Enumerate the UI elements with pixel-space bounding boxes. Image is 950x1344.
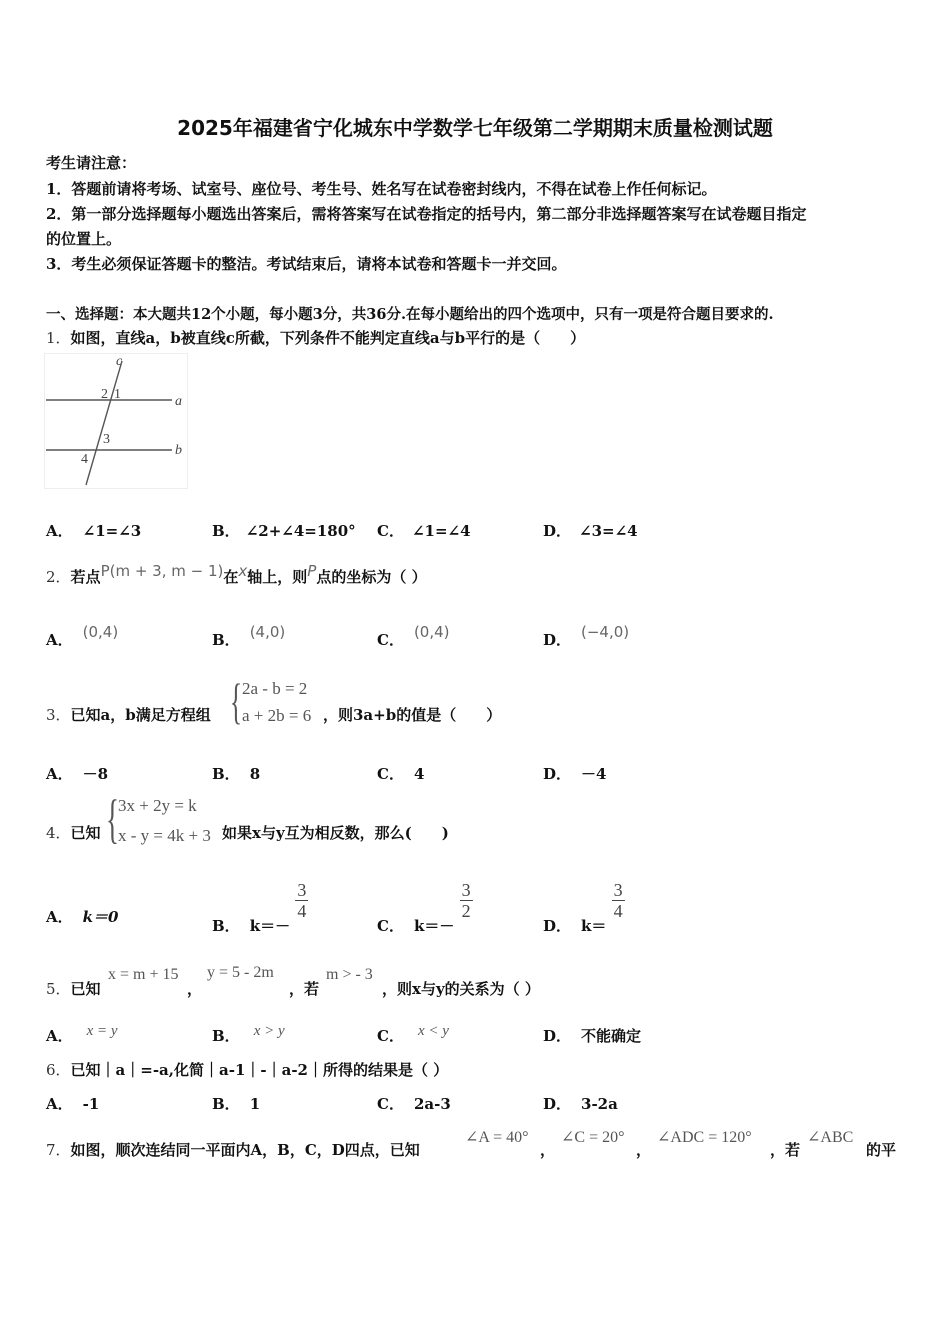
q4-option-c[interactable]: C． k＝－ $\frac{3}{2}$: [377, 880, 471, 935]
notice-line-3: 3．考生必须保证答题卡的整洁。考试结束后，请将本试卷和答题卡一并交回。: [46, 255, 567, 273]
question-1: [46, 327, 585, 348]
label-angle-2: 2: [101, 387, 108, 402]
question-7-tail: 的平: [866, 1141, 897, 1159]
question-4: 4．已知: [46, 824, 101, 842]
q4-option-d[interactable]: D． k＝ $\frac{3}{4}$: [543, 880, 623, 935]
label-angle-4: 4: [81, 452, 88, 467]
q2-option-c[interactable]: C． (0,4): [377, 623, 450, 649]
q6-option-b[interactable]: B． 1: [212, 1095, 261, 1113]
equation-2: a + 2b = 6: [242, 706, 312, 725]
question-5: 5．已知: [46, 980, 101, 998]
q5-option-d[interactable]: D． 不能确定: [543, 1027, 642, 1045]
expression-x: x = m + 15: [108, 966, 179, 983]
q2-option-a[interactable]: A． (0,4): [46, 623, 119, 649]
q6-option-c[interactable]: C． 2a-3: [377, 1095, 451, 1113]
notice-line-2: 2．第一部分选择题每小题选出答案后，需将答案写在试卷指定的括号内，第二部分非选择题答案写在试卷题目指定: [46, 205, 807, 223]
q1-option-d[interactable]: D． ∠3=∠4: [543, 522, 638, 540]
q3-option-a[interactable]: A． －8: [46, 765, 109, 783]
expression-m: m > - 3: [326, 966, 373, 983]
label-a: a: [175, 394, 182, 409]
equation-1: 2a - b = 2: [242, 679, 308, 698]
question-number: 1．: [46, 329, 71, 347]
q2-option-d[interactable]: D． (−4,0): [543, 623, 630, 649]
angle-adc-expression: ∠ADC = 120°: [657, 1129, 752, 1146]
q1-option-b[interactable]: B． ∠2+∠4=180°: [212, 522, 356, 540]
angle-abc-expression: ∠ABC: [807, 1129, 854, 1146]
q6-option-a[interactable]: A． -1: [46, 1095, 100, 1113]
q2-option-b[interactable]: B． (4,0): [212, 623, 286, 649]
point-expression: P(m + 3, m − 1): [100, 562, 224, 580]
q5-option-b[interactable]: B． x > y: [212, 1023, 285, 1045]
q3-option-d[interactable]: D． －4: [543, 765, 607, 783]
label-c: c: [116, 354, 123, 369]
expression-y: y = 5 - 2m: [207, 964, 274, 981]
section-heading: 一、选择题：本大题共12个小题，每小题3分，共36分.在每小题给出的四个选项中，只有一项是符合题目要求的.: [46, 306, 774, 323]
question-7: 7．如图，顺次连结同一平面内A，B，C，D四点，已知: [46, 1141, 420, 1159]
angle-a-expression: ∠A = 40°: [465, 1129, 529, 1146]
q6-option-d[interactable]: D． 3-2a: [543, 1095, 618, 1113]
q5-option-c[interactable]: C． x < y: [377, 1023, 449, 1045]
label-angle-1: 1: [114, 387, 121, 402]
q1-option-a[interactable]: A． ∠1=∠3: [46, 522, 142, 540]
q4-option-a[interactable]: A． k＝0: [46, 908, 119, 926]
notice-heading: 考生请注意：: [46, 154, 137, 172]
page-title: 2025年福建省宁化城东中学数学七年级第二学期期末质量检测试题: [177, 116, 773, 140]
question-4-tail: 如果x与y互为相反数，那么( ): [222, 824, 449, 842]
label-angle-3: 3: [103, 432, 110, 447]
question-6: 6．已知｜a｜=-a,化简｜a-1｜-｜a-2｜所得的结果是（ ）: [46, 1061, 449, 1079]
notice-line-2-cont: 的位置上。: [46, 230, 122, 248]
label-b: b: [175, 443, 182, 458]
q3-option-c[interactable]: C． 4: [377, 765, 425, 783]
question-3-tail: ，则3a+b的值是（ ）: [323, 706, 502, 724]
question-text: 如图，直线a，b被直线c所截，下列条件不能判定直线a与b平行的是（ ）: [70, 329, 586, 347]
q3-option-b[interactable]: B． 8: [212, 765, 261, 783]
equation-1: 3x + 2y = k: [118, 796, 197, 815]
parallel-lines-figure: [44, 353, 190, 491]
notice-line-1: 1．答题前请将考场、试室号、座位号、考生号、姓名写在试卷密封线内，不得在试卷上作任何标记。: [46, 180, 717, 198]
angle-c-expression: ∠C = 20°: [561, 1129, 625, 1146]
question-3: 3．已知a，b满足方程组: [46, 706, 211, 724]
question-5-tail: ，则x与y的关系为（ ）: [382, 980, 540, 998]
q1-option-c[interactable]: C． ∠1=∠4: [377, 522, 471, 540]
line-c: [86, 361, 122, 485]
equation-2: x - y = 4k + 3: [118, 826, 211, 845]
q4-option-b[interactable]: B． k＝－ $\frac{3}{4}$: [212, 880, 307, 935]
q5-option-a[interactable]: A． x = y: [46, 1023, 118, 1045]
question-2: 2．若点P(m + 3, m − 1)在x轴上，则P点的坐标为（ ）: [46, 562, 427, 586]
